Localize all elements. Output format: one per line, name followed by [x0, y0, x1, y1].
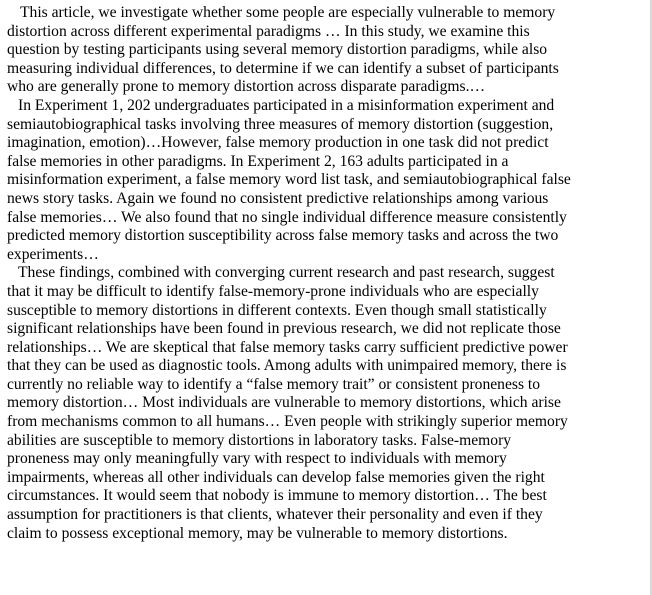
paragraph-intro: This article, we investigate whether some people are especially vulnerable to memory distortion across different experimental paradigms … In this study, we examine this question by testing participants using several memory distortion paradigms, while also measuring individual differences, to determine if we can identify a subset of participants who are generally prone to memory distortion across disparate paradigms.…	[7, 4, 559, 96]
document-body	[7, 4, 647, 543]
paragraph-experiments: In Experiment 1, 202 undergraduates participated in a misinformation experiment and semiautobiographical tasks involving three measures of memory distortion (suggestion, imagination, emotion)…However, false memory production in one task did not predict false memories in other paradigms. In Experiment 2, 163 adults participated in a misinformation experiment, a false memory word list task, and semiautobiographical false news story tasks. Again we found no consistent predictive relationships among various false memories… We also found that no single individual difference measure consistently predicted memory distortion susceptibility across false memory tasks and across the two experiments…	[7, 96, 571, 263]
paragraph-findings: These findings, combined with converging current research and past research, suggest that it may be difficult to identify false-memory-prone individuals who are especially susceptible to memory distortions in different contexts. Even though small statistically significant relationships have been found in previous research, we did not replicate those relationships… We are skeptical that false memory tasks carry sufficient predictive power that they can be used as diagnostic tools. Among adults with unimpaired memory, there is currently no reliable way to identify a “false memory trait” or consistent proneness to memory distortion… Most individuals are vulnerable to memory distortions, which arise from mechanisms common to all humans… Even people with strikingly superior memory abilities are susceptible to memory distortions in laboratory tasks. False-memory proneness may only meaningfully vary with respect to individuals with memory impairments, whereas all other individuals can develop false memories given the right circumstances. It would seem that nobody is immune to memory distortion… The best assumption for practitioners is that clients, whatever their personality and even if they claim to possess exceptional memory, may be vulnerable to memory distortions.	[7, 264, 568, 542]
